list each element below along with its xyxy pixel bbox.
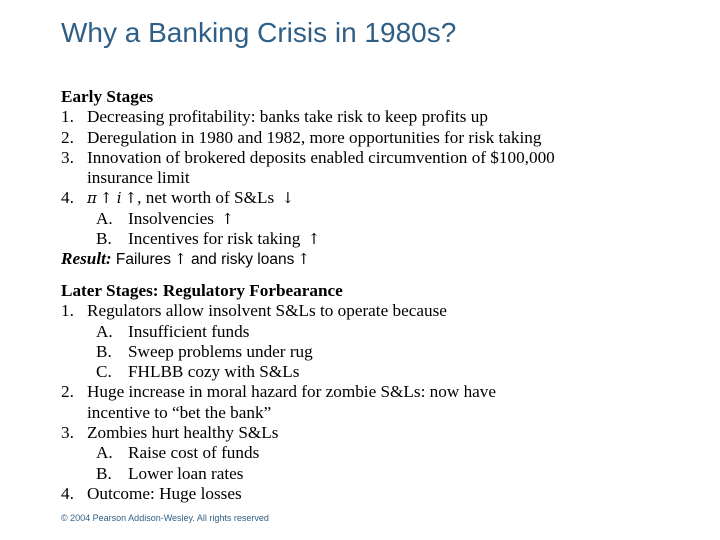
arrow-up-icon: ↑ [307, 230, 321, 249]
list-number: 4. [61, 188, 74, 208]
sub-list-text: FHLBB cozy with S&Ls [128, 362, 300, 382]
later-stages-section [61, 281, 497, 504]
list-text: Innovation of brokered deposits enabled circumvention of $100,000 [87, 147, 555, 167]
list-number: 4. [61, 483, 74, 503]
result-risky-loans: and risky loans [190, 251, 295, 269]
result-failures: Failures [115, 251, 172, 269]
later-item-2 [61, 382, 497, 402]
sub-list-letter: C. [96, 362, 112, 382]
sub-list-letter: A. [96, 443, 113, 463]
interest-rate-symbol: i [116, 189, 122, 208]
list-number: 3. [61, 423, 74, 443]
list-number: 3. [61, 147, 74, 167]
later-item-1-sub-b [61, 342, 343, 362]
sub-list-text: Sweep problems under rug [128, 341, 313, 361]
arrow-up-icon: ↑ [124, 189, 138, 208]
sub-list-letter: A. [96, 321, 113, 341]
list-text: Zombies hurt healthy S&Ls [87, 423, 279, 443]
list-text-continuation: insurance limit [87, 168, 190, 188]
list-number: 2. [61, 127, 74, 147]
early-item-2 [61, 127, 542, 148]
early-item-4-sub-a [61, 209, 310, 229]
later-stages-heading: Later Stages: Regulatory Forbearance [61, 281, 343, 300]
arrow-down-icon: ↓ [281, 189, 295, 208]
later-item-3-sub-b [61, 464, 343, 484]
early-item-3-continuation [61, 168, 310, 188]
early-item-1 [61, 107, 488, 127]
sub-list-text [128, 229, 320, 249]
later-item-3 [61, 423, 343, 443]
sub-list-letter: B. [96, 341, 112, 361]
sub-list-text: Lower loan rates [128, 463, 244, 483]
list-text: Decreasing profitability: banks take risk to keep profits up [87, 107, 488, 127]
sub-list-text: Raise cost of funds [128, 443, 260, 463]
list-text: Regulators allow insolvent S&Ls to operate because [87, 301, 447, 321]
list-text: Outcome: Huge losses [87, 483, 242, 503]
slide-title: Why a Banking Crisis in 1980s? [61, 17, 457, 48]
early-item-4-sub-b [61, 229, 321, 249]
list-text-continuation: incentive to “bet the bank” [87, 402, 272, 422]
pi-symbol: π [87, 189, 97, 208]
arrow-up-icon: ↑ [99, 189, 113, 208]
arrow-up-icon: ↑ [221, 209, 234, 228]
list-number: 1. [61, 107, 74, 127]
arrow-up-icon: ↑ [297, 250, 310, 269]
sub-list-letter: A. [96, 208, 113, 228]
arrow-up-icon: ↑ [174, 250, 187, 269]
sub-list-letter: B. [96, 463, 112, 483]
early-item-3 [61, 147, 555, 168]
early-item-4 [61, 188, 310, 208]
list-number: 2. [61, 382, 74, 402]
result-label: Result: [61, 249, 112, 269]
sub-list-text [128, 209, 234, 229]
early-stages-section [61, 87, 555, 270]
later-item-1 [61, 301, 447, 321]
list-text [87, 188, 294, 208]
later-item-2-continuation [61, 403, 343, 423]
early-stages-heading: Early Stages [61, 87, 154, 106]
sub-list-letter: B. [96, 229, 112, 249]
list-number: 1. [61, 301, 74, 321]
list-text: Huge increase in moral hazard for zombie S&Ls: now have [87, 382, 497, 402]
copyright-notice: © 2004 Pearson Addison-Wesley. All rights reserved [61, 513, 269, 523]
sub-list-label: Incentives for risk taking [128, 229, 301, 249]
net-worth-text: , net worth of S&Ls [137, 188, 275, 208]
result-line [61, 249, 310, 269]
later-item-1-sub-a [61, 322, 343, 342]
sub-list-label: Insolvencies [128, 208, 214, 228]
list-text: Deregulation in 1980 and 1982, more opportunities for risk taking [87, 127, 542, 147]
sub-list-text: Insufficient funds [128, 321, 250, 341]
later-item-4 [61, 484, 343, 504]
later-item-1-sub-c [61, 362, 343, 382]
later-item-3-sub-a [61, 443, 343, 463]
